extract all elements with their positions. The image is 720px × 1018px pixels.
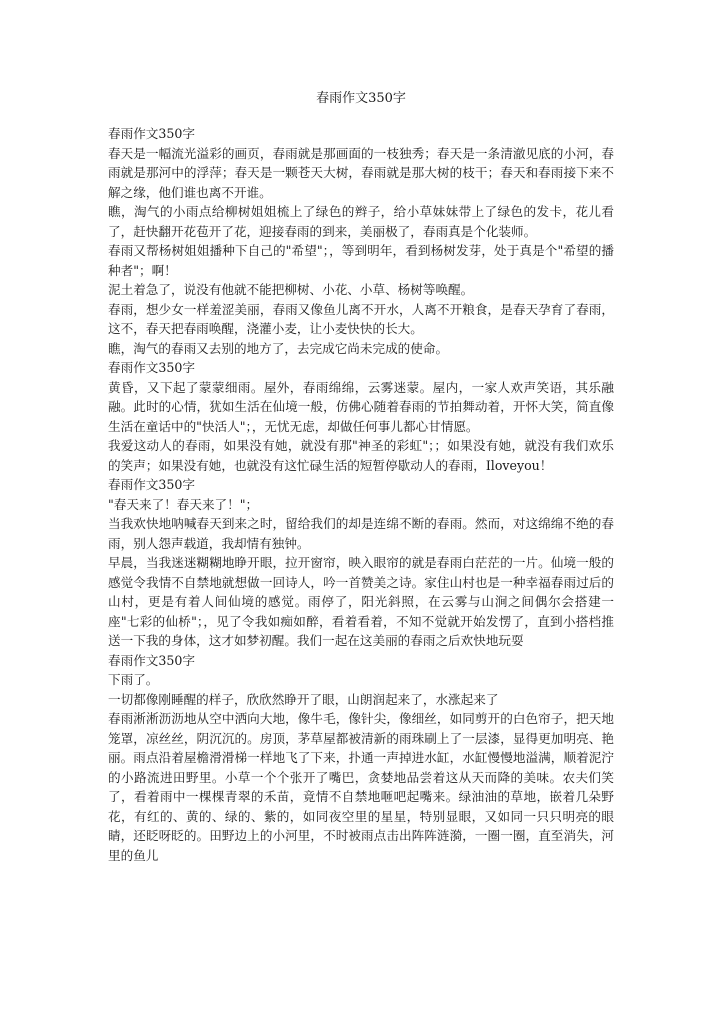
paragraph: 春雨，想少女一样羞涩美丽，春雨又像鱼儿离不开水，人离不开粮食，是春天孕育了春雨，这不，春天把春雨唤醒，浇灌小麦，让小麦快快的长大。	[108, 301, 614, 336]
paragraph: 早晨，当我迷迷糊糊地睁开眼，拉开窗帘，映入眼帘的就是春雨白茫茫的一片。仙境一般的感觉令我情不自禁地就想做一回诗人，吟一首赞美之诗。家住山村也是一种幸福春雨过后的山村，更是有着人间仙境的感觉。雨停了，阳光斜照，在云雾与山涧之间偶尔会搭建一座"七彩的仙桥"；，见了令我如痴如醉，看着看着，不知不觉就开始发愣了，直到小搭档推送一下我的身体，这才如梦初醒。我们一起在这美丽的春雨之后欢快地玩耍	[108, 555, 614, 648]
paragraph: 黄昏，又下起了蒙蒙细雨。屋外，春雨绵绵，云雾迷蒙。屋内，一家人欢声笑语，其乐融融。此时的心情，犹如生活在仙境一般，仿佛心随着春雨的节拍舞动着，开怀大笑，简直像生活在童话中的"快活人"；，无忧无虑，却做任何事儿都心甘情愿。	[108, 379, 614, 434]
paragraph: "春天来了！春天来了！"；	[108, 496, 259, 512]
section-heading-2: 春雨作文350字	[108, 360, 196, 375]
paragraph: 一切都像刚睡醒的样子，欣欣然睁开了眼，山朗润起来了，水涨起来了	[108, 691, 499, 707]
paragraph: 当我欢快地呐喊春天到来之时，留给我们的却是连绵不断的春雨。然而，对这绵绵不绝的春雨，别人怨声载道，我却情有独钟。	[108, 516, 614, 551]
paragraph: 泥土着急了，说没有他就不能把柳树、小花、小草、杨树等唤醒。	[108, 282, 474, 297]
paragraph: 我爱这动人的春雨，如果没有她，就没有那"神圣的彩虹"；；如果没有她，就没有我们欢乐的笑声；如果没有她，也就没有这忙碌生活的短暂停歇动人的春雨，Iloveyou！	[108, 438, 614, 473]
section-heading-1: 春雨作文350字	[108, 126, 196, 141]
paragraph: 下雨了。	[108, 672, 159, 687]
document-body	[108, 124, 614, 865]
paragraph: 春天是一幅流光溢彩的画页，春雨就是那画面的一枝独秀；春天是一条清澈见底的小河，春雨就是那河中的浮萍；春天是一颗苍天大树，春雨就是那大树的枝干；春天和春雨接下来不解之缘，他们谁也离不开谁。	[108, 145, 614, 200]
section-heading-3: 春雨作文350字	[108, 477, 196, 492]
paragraph: 春雨又帮杨树姐姐播种下自己的"希望"；，等到明年，看到杨树发芽，处于真是个"希望的播种者"；啊！	[108, 243, 614, 278]
paragraph: 瞧，淘气的春雨又去别的地方了，去完成它尚未完成的使命。	[108, 340, 449, 356]
paragraph: 春雨淅淅沥沥地从空中洒向大地，像牛毛，像针尖，像细丝，如同剪开的白色帘子，把天地笼罩，凉丝丝，阴沉沉的。房顶，茅草屋都被清新的雨珠刷上了一层漆，显得更加明亮、艳丽。雨点沿着屋檐滑滑梯一样地飞了下来，扑通一声掉进水缸，水缸慢慢地溢满，顺着泥泞的小路流进田野里。小草一个个张开了嘴巴，贪婪地品尝着这从天而降的美味。农夫们笑了，看着雨中一棵棵青翠的禾苗，竟情不自禁地咂吧起嘴来。绿油油的草地，嵌着几朵野花，有红的、黄的、绿的、紫的，如同夜空里的星星，特别显眼，又如同一只只明亮的眼睛，还眨呀眨的。田野边上的小河里，不时被雨点击出阵阵涟漪，一圈一圈，直至消失，河里的鱼儿	[108, 711, 614, 863]
document-title: 春雨作文350字	[316, 91, 406, 106]
section-heading-4: 春雨作文350字	[108, 652, 196, 668]
paragraph: 瞧，淘气的小雨点给柳树姐姐梳上了绿色的辫子，给小草妹妹带上了绿色的发卡，花儿看了，赶快翻开花苞开了花，迎接春雨的到来，美丽极了，春雨真是个化装师。	[108, 204, 614, 239]
